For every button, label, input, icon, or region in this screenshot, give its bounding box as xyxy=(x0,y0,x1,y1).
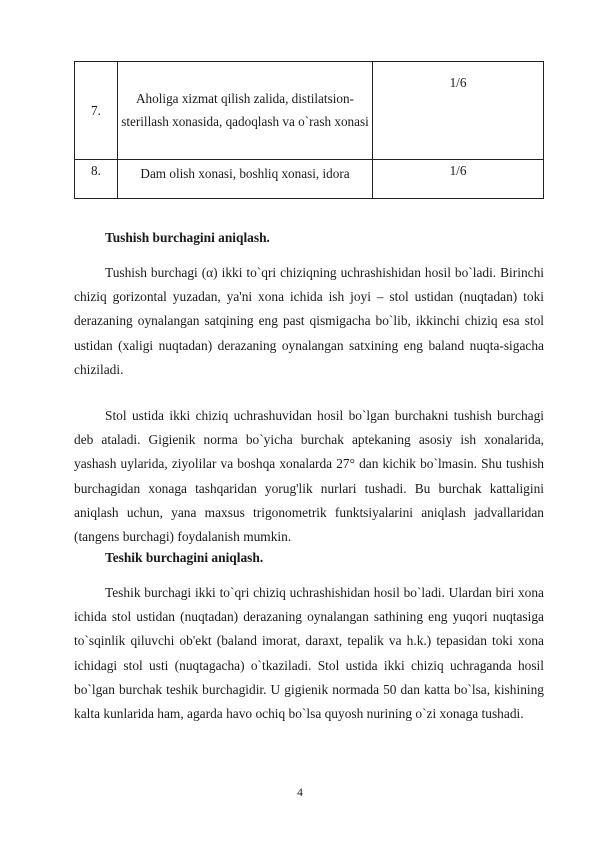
rooms-table xyxy=(74,61,544,199)
table-row xyxy=(75,62,544,160)
row-description: Dam olish xonasi, boshliq xonasi, idora xyxy=(118,160,373,199)
row-number: 8. xyxy=(75,160,118,199)
section-heading-incidence-angle: Tushish burchagini aniqlash. xyxy=(105,230,270,245)
table-row xyxy=(75,160,544,199)
row-number: 7. xyxy=(75,62,118,160)
section-heading-aperture-angle: Teshik burchagini aniqlash. xyxy=(105,550,264,565)
row-value: 1/6 xyxy=(373,62,544,160)
paragraph: Tushish burchagi (α) ikki to`qri chiziqning uchrashishidan hosil bo`ladi. Birinchi chiziq gorizontal yuzadan, ya'ni xona ichida ish joyi – stol ustidan (nuqtadan) toki derazaning oynalangan satqining eng past qismigacha bo`lib, ikkinchi chiziq esa stol ustidan (xaligi nuqtadan) derazaning oynalangan satxining eng baland nuqta-sigacha chiziladi. xyxy=(74,265,544,377)
row-description: Aholiga xizmat qilish zalida, distilatsion-sterillash xonasida, qadoqlash va o`rash xonasi xyxy=(118,62,373,160)
paragraph: Stol ustida ikki chiziq uchrashuvidan hosil bo`lgan burchakni tushish burchagi deb ataladi. Gigienik norma bo`yicha burchak aptekaning asosiy ish xonalarida, yashash uylarida, ziyolilar va boshqa xonalarda 27° dan kichik bo`lmasin. Shu tushish burchagidan xonaga tashqaridan yorug'lik nurlari tushadi. Bu burchak kattaligini aniqlash uchun, yana maxsus trigonometrik funktsiyalarini aniqlash jadvallaridan (tangens burchagi) foydalanish mumkin. xyxy=(74,408,544,545)
page-number: 4 xyxy=(297,787,303,799)
row-value: 1/6 xyxy=(373,160,544,199)
paragraph: Teshik burchagi ikki to`qri chiziq uchrashishidan hosil bo`ladi. Ulardan biri xona ichida stol ustidan (nuqtadan) derazaning oynalangan sathining eng yuqori nuqtasiga to`sqinlik qiluvchi ob'ekt (baland imorat, daraxt, tepalik va h.k.) tepasidan toki xona ichidagi stol usti (nuqtagacha) o`tkaziladi. Stol ustida ikki chiziq uchraganda hosil bo`lgan burchak teshik burchagidir. U gigienik normada 50 dan katta bo`lsa, kishining kalta kunlarida ham, agarda havo ochiq bo`lsa quyosh nurining o`zi xonaga tushadi. xyxy=(74,585,544,722)
